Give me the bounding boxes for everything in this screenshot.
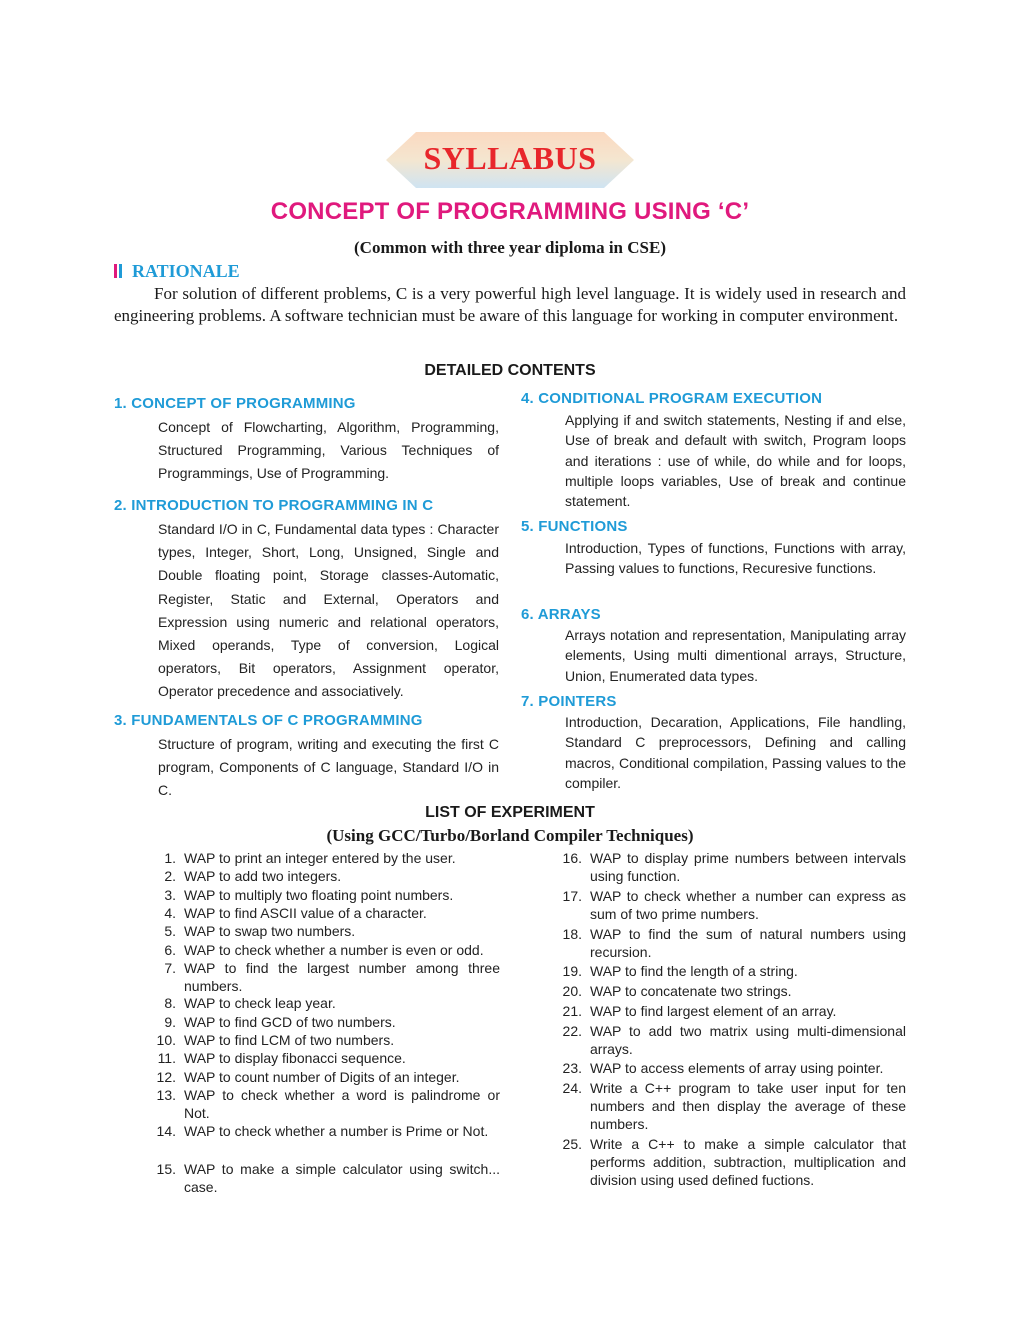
section-bullet-icon <box>114 264 122 278</box>
item-number: 17. <box>562 888 582 904</box>
item-number: 24. <box>562 1080 582 1096</box>
topic-body: Applying if and switch statements, Nesting if and else, Use of break and default with switch, Program loops and iterations : use of while, do while and for loops, multiple loops variables, Use of break and continue statement. <box>565 412 906 510</box>
item-number: 14. <box>156 1123 176 1139</box>
topic-heading: 2. INTRODUCTION TO PROGRAMMING IN C <box>114 497 434 514</box>
topic-body: Arrays notation and representation, Manipulating array elements, Using multi dimentional arrays, Structure, Union, Enumerated data types. <box>565 627 906 684</box>
item-text: Write a C++ to make a simple calculator that performs addition, subtraction, multiplication and division using used defined fuctions. <box>590 1136 906 1188</box>
item-text: WAP to print an integer entered by the user. <box>184 850 456 866</box>
item-text: WAP to check whether a number is even or odd. <box>184 942 484 958</box>
topic-heading: 3. FUNDAMENTALS OF C PROGRAMMING <box>114 712 423 729</box>
item-number: 1. <box>164 850 176 866</box>
topic-heading: 6. ARRAYS <box>521 606 601 623</box>
rationale-paragraph: For solution of different problems, C is a very powerful high level language. It is widely used in research and engineering problems. A software technician must be aware of this language for working in computer environment. <box>114 284 906 325</box>
item-text: WAP to add two integers. <box>184 868 342 884</box>
item-text: WAP to add two matrix using multi-dimensional arrays. <box>590 1023 906 1057</box>
page-title: CONCEPT OF PROGRAMMING USING ‘C’ <box>270 198 750 225</box>
topic-body: Structure of program, writing and executing the first C program, Components of C language, Standard I/O in C. <box>158 736 499 799</box>
item-number: 9. <box>164 1014 176 1030</box>
item-number: 4. <box>164 905 176 921</box>
item-text: WAP to check leap year. <box>184 995 336 1011</box>
topic-body: Introduction, Types of functions, Functions with array, Passing values to functions, Recuresive functions. <box>565 540 906 577</box>
item-number: 18. <box>562 926 582 942</box>
topic-heading: 5. FUNCTIONS <box>521 518 628 535</box>
item-text: WAP to find the length of a string. <box>590 963 798 979</box>
item-number: 13. <box>156 1087 176 1103</box>
item-number: 10. <box>156 1032 176 1048</box>
item-number: 11. <box>157 1050 176 1066</box>
detailed-contents-heading: DETAILED CONTENTS <box>424 362 596 379</box>
topic-heading: 4. CONDITIONAL PROGRAM EXECUTION <box>521 390 823 407</box>
item-number: 3. <box>164 887 176 903</box>
item-text: WAP to check whether a word is palindrome or Not. <box>184 1087 500 1121</box>
item-text: WAP to display fibonacci sequence. <box>184 1050 406 1066</box>
item-text: WAP to find largest element of an array. <box>590 1003 837 1019</box>
item-number: 15. <box>156 1161 176 1177</box>
item-text: WAP to find the largest number among three numbers. <box>184 960 500 994</box>
item-number: 7. <box>164 960 176 976</box>
topic-body: Introduction, Decaration, Applications, File handling, Standard C preprocessors, Defining and calling macros, Conditional compilation, Passing values to the compiler. <box>565 714 906 791</box>
syllabus-banner <box>386 132 634 188</box>
item-number: 23. <box>562 1060 582 1076</box>
item-number: 12. <box>156 1069 176 1085</box>
rationale-heading-text: RATIONALE <box>132 261 240 281</box>
item-text: WAP to check whether a number is Prime or Not. <box>184 1123 489 1139</box>
item-text: WAP to multiply two floating point numbers. <box>184 887 454 903</box>
item-text: WAP to find ASCII value of a character. <box>184 905 427 921</box>
experiments-heading: LIST OF EXPERIMENT <box>425 804 595 821</box>
item-text: WAP to find LCM of two numbers. <box>184 1032 395 1048</box>
rationale-heading <box>114 261 240 282</box>
item-text: Write a C++ program to take user input for ten numbers and then display the average of these numbers. <box>590 1080 906 1132</box>
item-text: WAP to make a simple calculator using switch... case. <box>184 1161 500 1195</box>
topic-body: Concept of Flowcharting, Algorithm, Programming, Structured Programming, Various Techniques of Programmings, Use of Programming. <box>158 419 499 482</box>
topic-heading: 1. CONCEPT OF PROGRAMMING <box>114 395 356 412</box>
item-number: 2. <box>164 868 176 884</box>
item-text: WAP to count number of Digits of an integer. <box>184 1069 460 1085</box>
topic-heading: 7. POINTERS <box>521 693 617 710</box>
banner-title: SYLLABUS <box>423 140 597 176</box>
item-number: 25. <box>562 1136 582 1152</box>
experiments-subheading: (Using GCC/Turbo/Borland Compiler Techniques) <box>326 826 694 845</box>
item-text: WAP to find the sum of natural numbers using recursion. <box>590 926 906 960</box>
item-text: WAP to concatenate two strings. <box>590 983 792 999</box>
item-number: 19. <box>562 963 582 979</box>
item-text: WAP to find GCD of two numbers. <box>184 1014 396 1030</box>
item-number: 8. <box>164 995 176 1011</box>
common-note: (Common with three year diploma in CSE) <box>354 238 666 257</box>
item-number: 16. <box>562 850 582 866</box>
item-number: 20. <box>562 983 582 999</box>
item-number: 5. <box>164 923 176 939</box>
item-number: 6. <box>164 942 176 958</box>
item-number: 21. <box>562 1003 582 1019</box>
item-text: WAP to display prime numbers between intervals using function. <box>590 850 906 884</box>
item-number: 22. <box>562 1023 582 1039</box>
topic-body: Standard I/O in C, Fundamental data types : Character types, Integer, Short, Long, Unsigned, Single and Double floating point, Storage classes-Automatic, Register, Static and External, Operators and Expression using numeric and relational operators, Mixed operands, Type of conversion, Logical operators, Bit operators, Assignment operator, Operator precedence and associatively. <box>158 521 499 700</box>
item-text: WAP to check whether a number can express as sum of two prime numbers. <box>590 888 906 922</box>
item-text: WAP to swap two numbers. <box>184 923 356 939</box>
item-text: WAP to access elements of array using pointer. <box>590 1060 884 1076</box>
